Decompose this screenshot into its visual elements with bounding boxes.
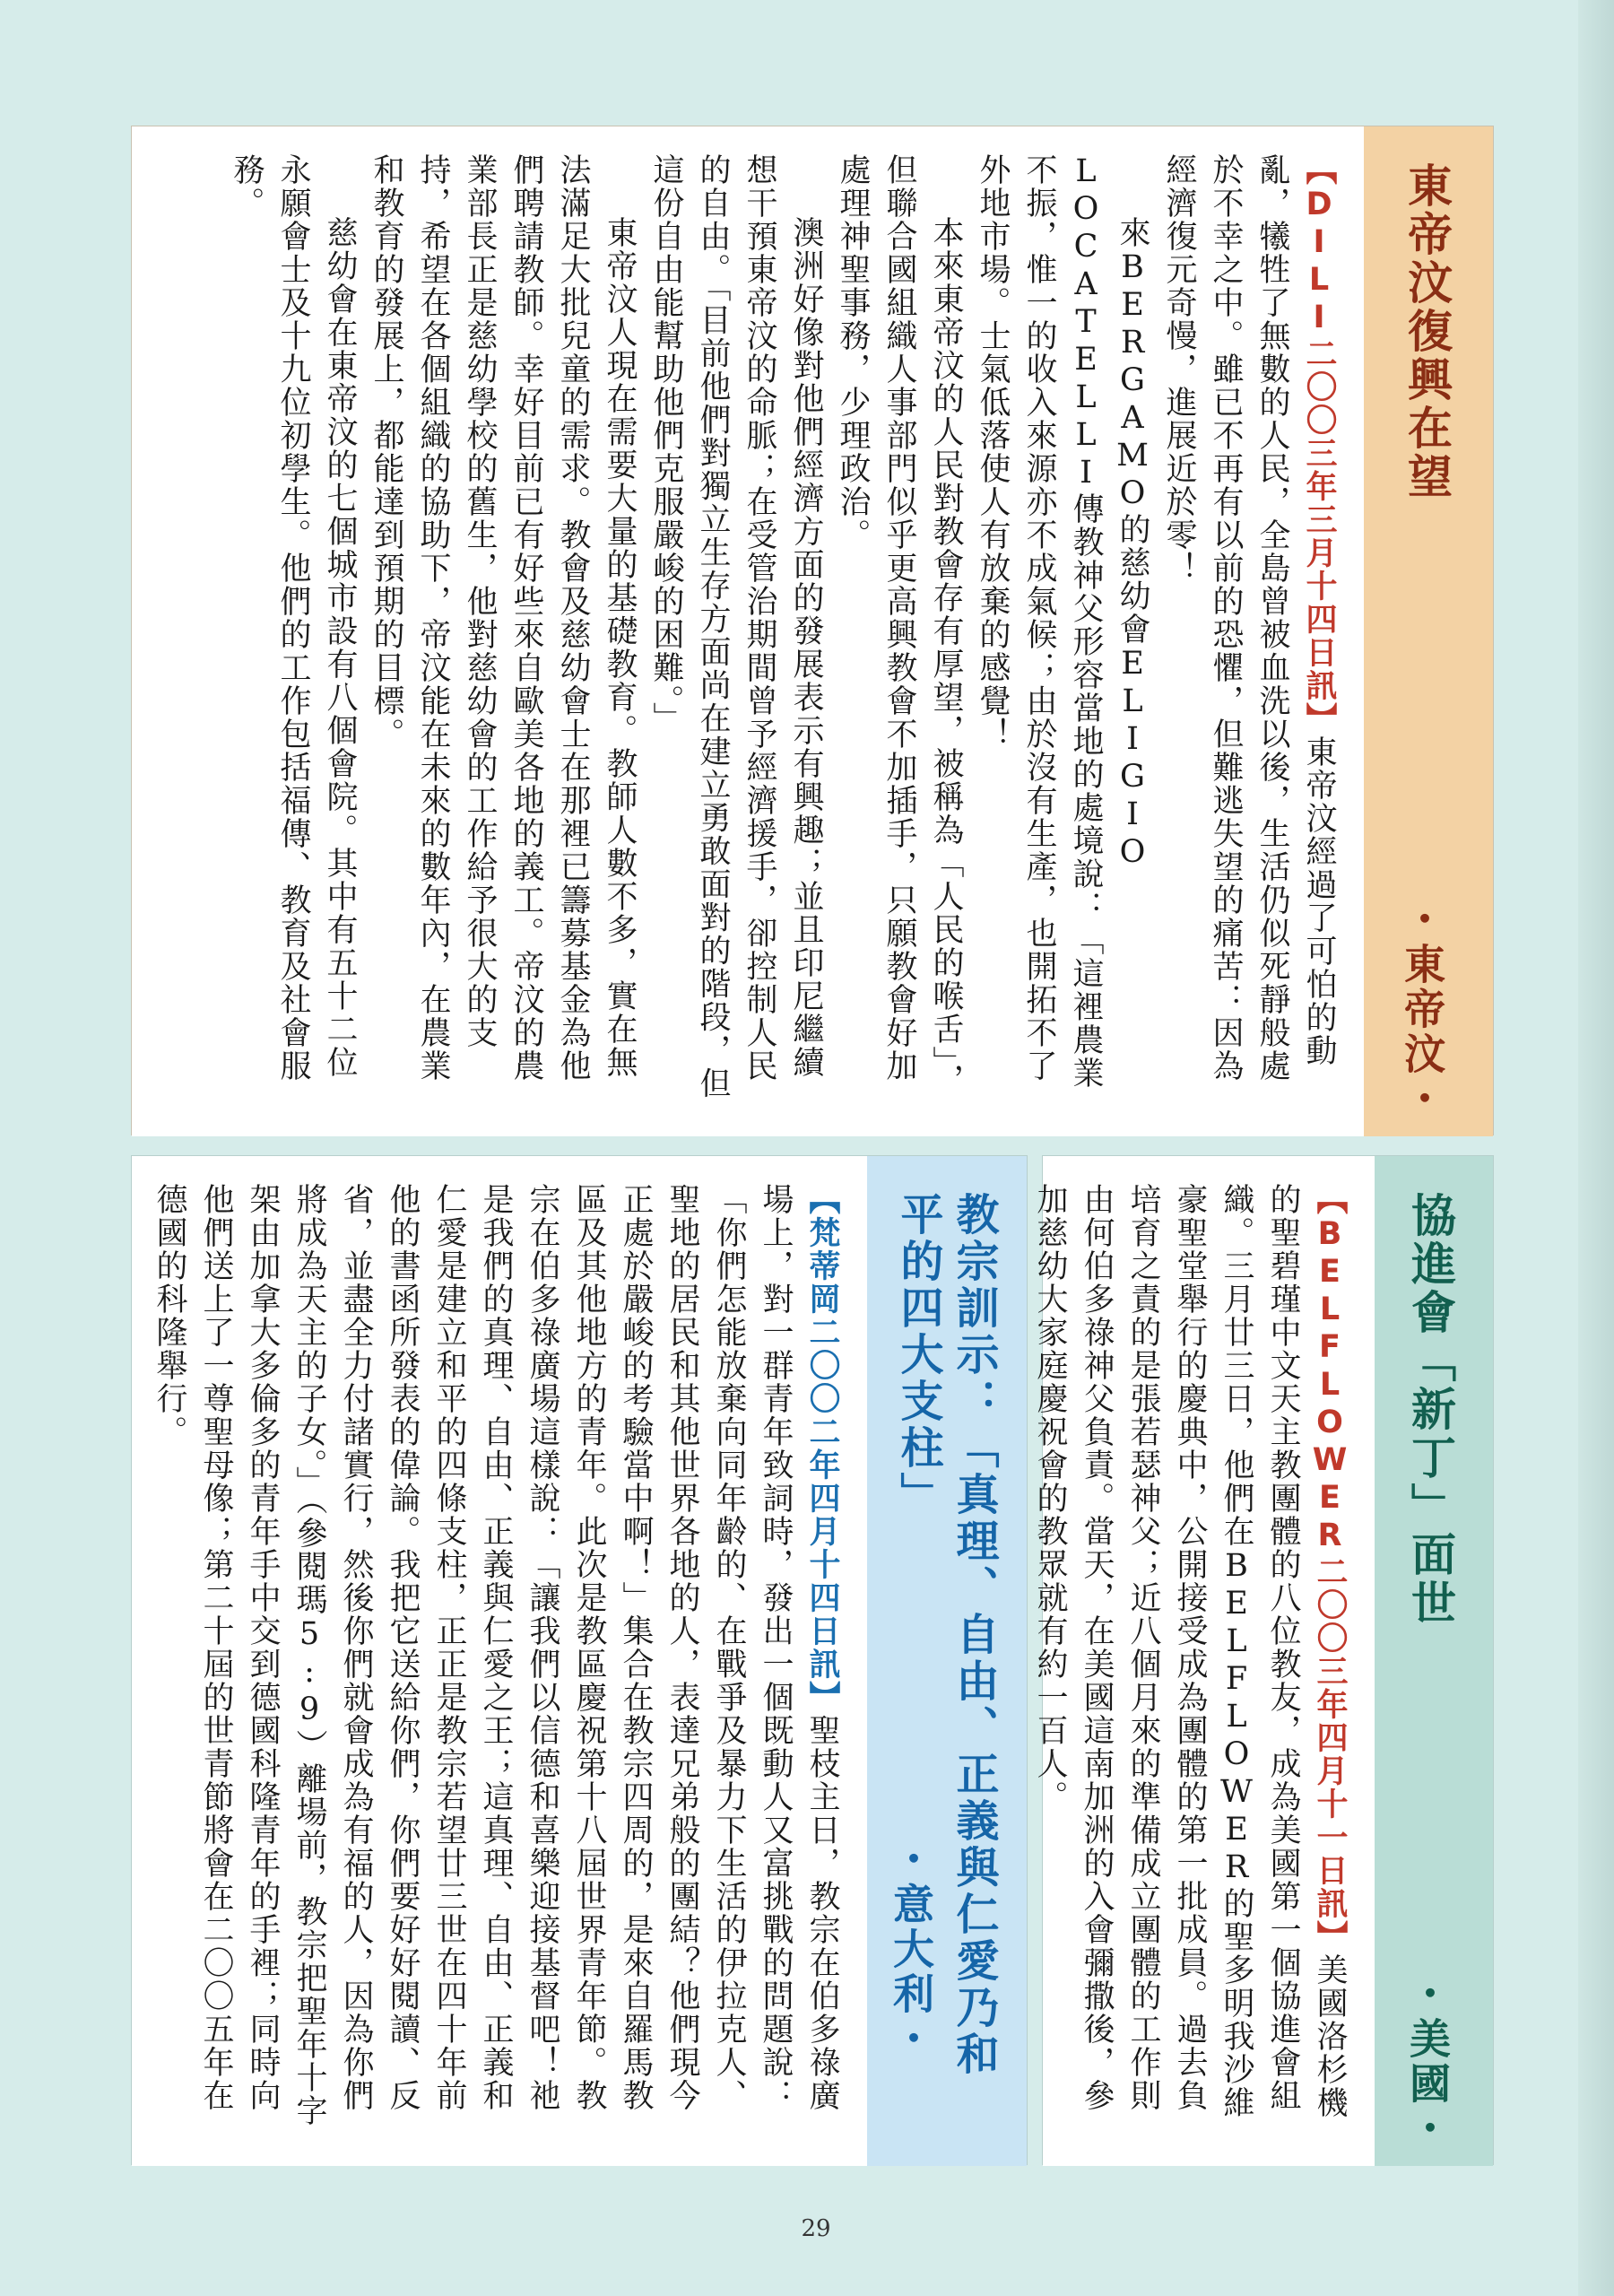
- article-body: [132, 1156, 867, 2166]
- page-number: 29: [801, 2215, 831, 2242]
- article-title: 東帝汶復興在望: [1401, 162, 1453, 501]
- article-text: [153, 153, 1342, 1109]
- article-paragraph: 來BERGAMO的慈幼會ELIGIO LOCATELLI傳教神父形容當地的處境說：「這裡農業不振，惟一的收入來源亦不成氣候；由於沒有生產，也開拓不了外地市場。士氣低落使人有放棄的感覺！: [975, 153, 1150, 1090]
- article-region: ・美國・: [1403, 1972, 1452, 2152]
- article-dateline: 【DILI二〇〇三年三月十四日訊】: [1301, 153, 1337, 735]
- article-paragraph: 【BELFLOWER二〇〇三年四月十一日訊】美國洛杉機的聖碧瑾中文天主教團體的八位教友，成為美國第一個協進會組織。三月廿三日，他們在BELFLOWER的聖多明我沙維豪聖堂舉行的慶典中，公開接受成為團體的第一批成員。過去負培育之責的是張若瑟神父；近八個月來的準備成立團體的工作則由何伯多祿神父負責。當天，在美國這南加洲的入會彌撒後，參加慈幼大家庭慶祝會的教眾就有約一百人。: [1032, 1183, 1348, 2119]
- article-header-panel: [865, 1156, 1027, 2166]
- article-text: [1032, 1183, 1353, 2139]
- article-paragraph: 本來東帝汶的人民對教會存有厚望，被稱為「人民的喉舌」，但聯合國組織人事部門似乎更高興教會不加插手，只願教會好加處理神聖事務，少理政治。: [835, 153, 964, 1097]
- article-dateline: 【梵蒂岡二〇〇二年四月十四日訊】: [804, 1183, 840, 1714]
- article-paragraph: 【梵蒂岡二〇〇二年四月十四日訊】聖枝主日，教宗在伯多祿廣場上，對一群青年致詞時，發出一個既動人又富挑戰的問題說：「你們怎能放棄向同年齡的、在戰爭及暴力下生活的伊拉克人、聖地的居民和其他世界各地的人，表達兄弟般的團結？他們現今正處於嚴峻的考驗當中啊！」集合在教宗四周的，是來自羅馬教區及其他地方的青年。此次是教區慶祝第十八屆世界青年節。教宗在伯多祿廣場這樣說：「讓我們以信德和喜樂迎接基督吧！祂是我們的真理、自由、正義與仁愛之王；這真理、自由、正義和仁愛是建立和平的四條支柱，正正是教宗若望廿三世在四十年前他的書函所發表的偉論。我把它送給你們，你們要好好閱讀、反省，並盡全力付諸實行，然後你們就會成為有福的人，因為你們將成為天主的子女。」（參閱瑪5:9）離場前，教宗把聖年十字架由加拿大多倫多的青年手中交到德國科隆青年的手裡；同時向他們送上了一尊聖母像；第二十屆的世青節將會在二〇〇五年在德國的科隆舉行。: [152, 1183, 840, 2127]
- article-paragraph: 東帝汶人現在需要大量的基礎教育。教師人數不多，實在無法滿足大批兒童的需求。教會及慈幼會士在那裡已籌募基金為他們聘請教師。幸好目前已有好些來自歐美各地的義工。帝汶的農業部長正是慈幼學校的舊生，他對慈幼會的工作給予很大的支持，希望在各個組織的協助下，帝汶能在未來的數年內，在農業和教育的發展上，都能達到預期的目標。: [369, 153, 638, 1083]
- article-usa: [1032, 1155, 1494, 2165]
- article-italy: [131, 1155, 1028, 2165]
- article-east-timor: [131, 126, 1494, 1135]
- article-text: [153, 1183, 846, 2139]
- page-edge: [1578, 0, 1614, 2296]
- article-title: 教宗訓示：「真理、自由、正義與仁愛乃和平的四大支柱」: [893, 1192, 999, 2078]
- article-body: [132, 126, 1364, 1136]
- article-body: [1032, 1156, 1375, 2166]
- article-paragraph: 【DILI二〇〇三年三月十四日訊】東帝汶經過了可怕的動亂，犧牲了無數的人民，全島曾被血洗以後，生活仍似死靜般處於不幸之中。雖已不再有以前的恐懼，但難逃失望的痛苦：因為經濟復元奇慢，進展近於零！: [1161, 153, 1337, 1083]
- article-header-panel: [1373, 1156, 1493, 2166]
- article-paragraph: 慈幼會在東帝汶的七個城市設有八個會院。其中有五十二位永願會士及十九位初學生。他們的工作包括福傳、教育及社會服務。: [229, 153, 358, 1083]
- article-paragraph: 澳洲好像對他們經濟方面的發展表示有興趣；並且印尼繼續想干預東帝汶的命脈；在受管治期間曾予經濟援手，卻控制人民的自由。「目前他們對獨立生存方面尚在建立勇敢面對的階段，但這份自由能幫助他們克服嚴峻的困難。」: [648, 153, 824, 1100]
- article-header-panel: [1362, 126, 1493, 1136]
- article-dateline: 【BELFLOWER二〇〇三年四月十一日訊】: [1312, 1183, 1348, 1953]
- article-region: ・東帝汶・: [1398, 898, 1446, 1122]
- article-region: ・意大利・: [887, 1838, 935, 2062]
- article-title: 協進會「新丁」面世: [1404, 1192, 1456, 1628]
